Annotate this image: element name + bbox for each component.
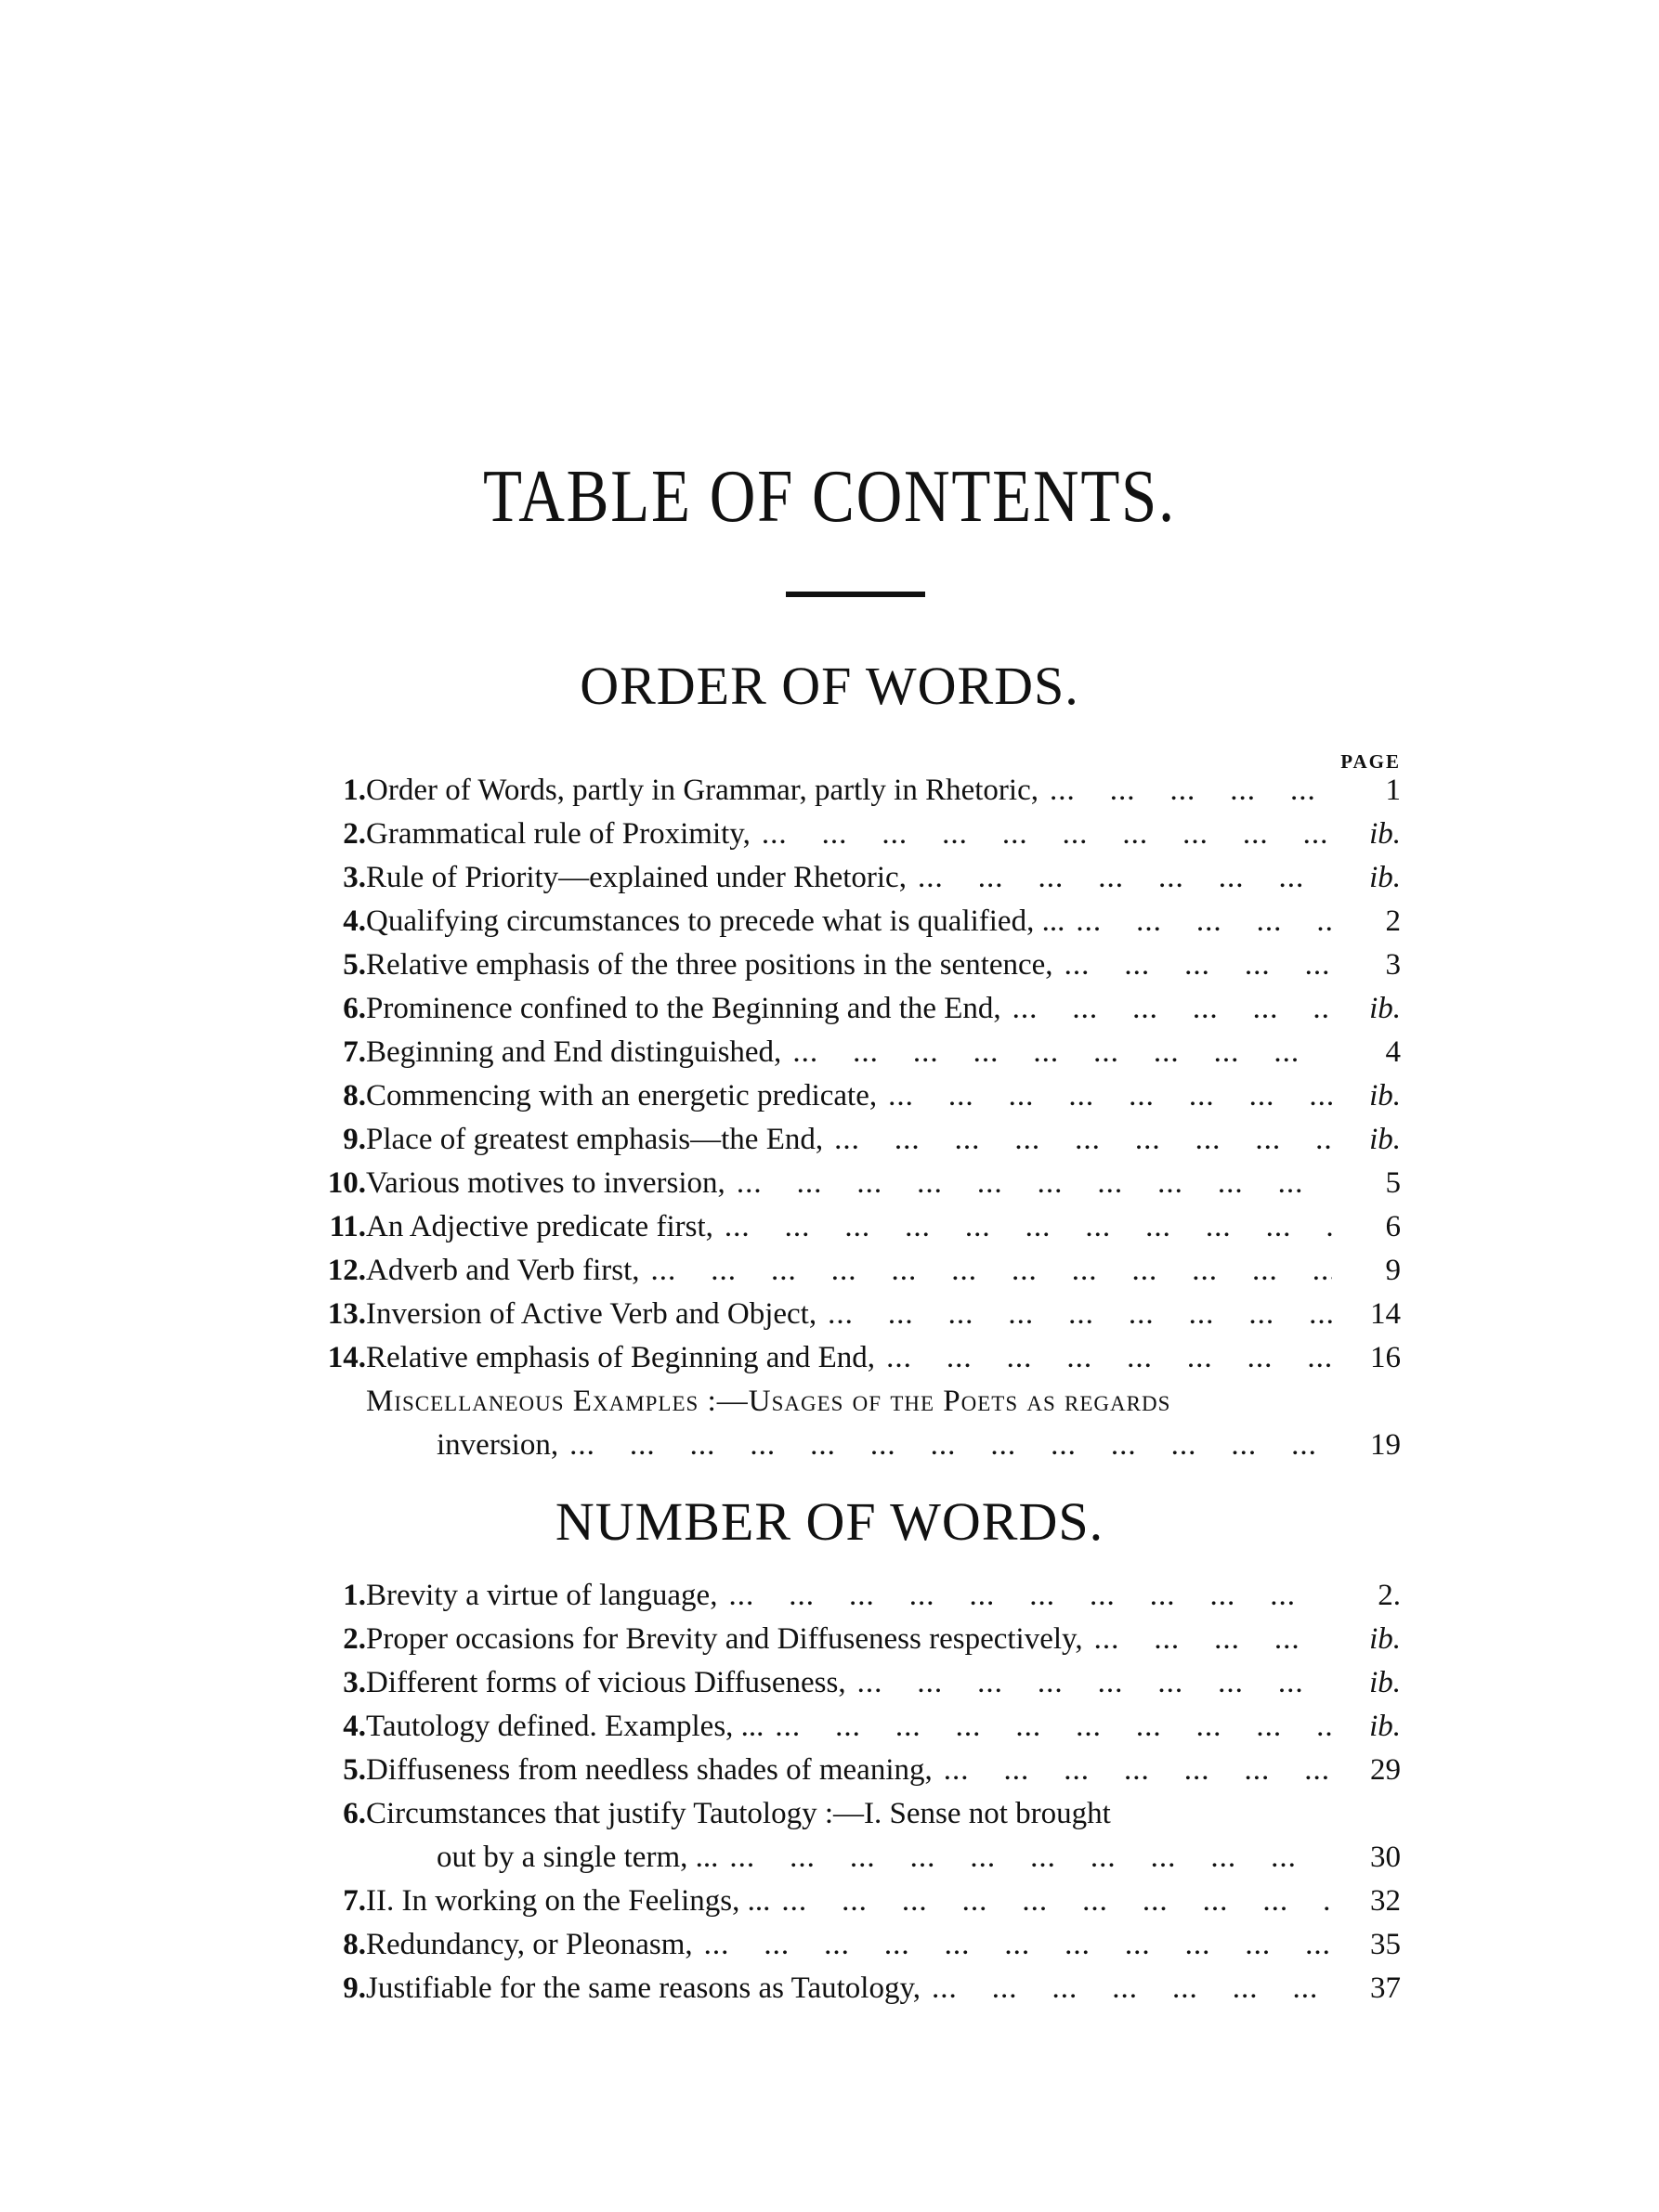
section-heading-number: NUMBER OF WORDS.	[555, 1491, 1104, 1552]
entry-page: 4	[1385, 1035, 1401, 1069]
entry-number: 5.	[343, 1753, 366, 1787]
entry-number: 1.	[343, 1579, 366, 1612]
leader-dots	[713, 1205, 1332, 1249]
entry-page: 3	[1385, 948, 1401, 982]
toc-entry	[279, 769, 1401, 813]
entry-text: Qualifying circumstances to precede what is qualified, ...	[366, 904, 1065, 938]
entry-text: Beginning and End distinguished,	[366, 1035, 782, 1069]
leader-dots	[816, 1293, 1332, 1336]
entry-number: 4.	[343, 904, 366, 938]
entry-number: 6.	[343, 1797, 366, 1830]
leader-dots	[907, 856, 1332, 900]
toc-entry	[279, 856, 1401, 900]
entry-number: 14.	[327, 1341, 366, 1374]
entry-text: Place of greatest emphasis—the End,	[366, 1123, 824, 1156]
entry-page: 1	[1385, 774, 1401, 807]
entry-number: 13.	[327, 1297, 366, 1331]
entry-text: Adverb and Verb first,	[366, 1254, 640, 1287]
entry-number: 7.	[343, 1035, 366, 1069]
entry-page: ib.	[1369, 1123, 1401, 1156]
leader-dots	[1039, 769, 1332, 813]
toc-entry	[279, 1249, 1401, 1293]
entry-page: 19	[1370, 1428, 1401, 1462]
leader-dots	[823, 1118, 1332, 1162]
entry-text: Proper occasions for Brevity and Diffuseness respectively,	[366, 1622, 1083, 1656]
leader-dots	[1053, 943, 1332, 987]
entry-page: ib.	[1369, 1622, 1401, 1656]
entry-page: ib.	[1369, 817, 1401, 851]
entry-text: Grammatical rule of Proximity,	[366, 817, 751, 851]
leader-dots	[640, 1249, 1333, 1293]
toc-entry	[279, 1923, 1401, 1967]
leader-dots	[781, 1031, 1332, 1074]
leader-dots	[717, 1574, 1332, 1618]
toc-entry	[279, 1118, 1401, 1162]
page-title: TABLE OF CONTENTS.	[483, 456, 1176, 538]
entry-number: 2.	[343, 1622, 366, 1656]
entry-text: Various motives to inversion,	[366, 1166, 725, 1200]
entry-number: 11.	[329, 1210, 366, 1243]
leader-dots	[693, 1923, 1332, 1967]
entry-number: 7.	[343, 1884, 366, 1918]
leader-dots	[921, 1967, 1332, 2010]
entry-page: ib.	[1369, 992, 1401, 1025]
entry-number: 8.	[343, 1928, 366, 1961]
entry-text: Rule of Priority—explained under Rhetoric,	[366, 861, 907, 894]
entry-page: 14	[1370, 1297, 1401, 1331]
page-column-label: PAGE	[1340, 750, 1401, 773]
entry-page: 29	[1370, 1753, 1401, 1787]
entry-page: 35	[1370, 1928, 1401, 1961]
leader-dots	[933, 1749, 1332, 1792]
entry-text: Redundancy, or Pleonasm,	[366, 1928, 693, 1961]
entry-page: 2	[1385, 904, 1401, 938]
entry-text: Different forms of vicious Diffuseness,	[366, 1666, 846, 1699]
toc-entry	[279, 1967, 1401, 2010]
entry-page: ib.	[1369, 1710, 1401, 1743]
entry-page: 9	[1385, 1254, 1401, 1287]
entry-page: 37	[1370, 1971, 1401, 2005]
entry-page: 2.	[1378, 1579, 1401, 1612]
entry-number: 6.	[343, 992, 366, 1025]
section-heading-order: ORDER OF WORDS.	[580, 656, 1079, 716]
entry-number: 9.	[343, 1123, 366, 1156]
title-rule	[786, 592, 925, 597]
toc-entry	[279, 1705, 1401, 1749]
entry-text: Justifiable for the same reasons as Tautology,	[366, 1971, 921, 2005]
toc-entry	[279, 1162, 1401, 1205]
toc-entry	[279, 1424, 1401, 1467]
leader-dots	[764, 1705, 1332, 1749]
leader-dots	[751, 813, 1332, 856]
entry-number: 3.	[343, 861, 366, 894]
toc-entry	[279, 1205, 1401, 1249]
entry-page: ib.	[1369, 1666, 1401, 1699]
leader-dots	[1083, 1618, 1332, 1661]
toc-entry	[279, 1031, 1401, 1074]
entry-number: 4.	[343, 1710, 366, 1743]
entry-number: 12.	[327, 1254, 366, 1287]
toc-entry	[279, 1074, 1401, 1118]
entry-page: 32	[1370, 1884, 1401, 1918]
leader-dots	[1001, 987, 1332, 1031]
leader-dots	[1065, 900, 1332, 943]
leader-dots	[718, 1836, 1332, 1880]
entry-text: out by a single term, ...	[437, 1841, 719, 1874]
entry-number: 9.	[343, 1971, 366, 2005]
toc-entry	[279, 1836, 1401, 1880]
entry-text: inversion,	[437, 1428, 559, 1462]
entry-text: Circumstances that justify Tautology :—I. Sense not brought	[366, 1797, 1111, 1830]
entry-text: Tautology defined. Examples, ...	[366, 1710, 764, 1743]
toc-entry	[279, 1792, 1401, 1836]
leader-dots	[875, 1336, 1332, 1380]
entry-page: 30	[1370, 1841, 1401, 1874]
entry-text: An Adjective predicate first,	[366, 1210, 713, 1243]
entry-text: Diffuseness from needless shades of meaning,	[366, 1753, 933, 1787]
leader-dots	[877, 1074, 1332, 1118]
toc-entry	[279, 987, 1401, 1031]
entry-text: II. In working on the Feelings, ...	[366, 1884, 771, 1918]
entry-text: Relative emphasis of the three positions in the sentence,	[366, 948, 1053, 982]
toc-entry	[279, 900, 1401, 943]
toc-entry	[279, 1336, 1401, 1380]
entry-text: Order of Words, partly in Grammar, partly in Rhetoric,	[366, 774, 1039, 807]
toc-entry	[279, 1618, 1401, 1661]
entry-text: Relative emphasis of Beginning and End,	[366, 1341, 876, 1374]
toc-entry	[279, 813, 1401, 856]
toc-entry	[279, 1574, 1401, 1618]
entry-page: 5	[1385, 1166, 1401, 1200]
toc-entry	[279, 943, 1401, 987]
toc-entry	[279, 1293, 1401, 1336]
entry-number: 10.	[327, 1166, 366, 1200]
entry-page: 16	[1370, 1341, 1401, 1374]
toc-entry	[279, 1749, 1401, 1792]
toc-entry	[279, 1661, 1401, 1705]
entry-text: Commencing with an energetic predicate,	[366, 1079, 878, 1113]
entry-text: Prominence confined to the Beginning and the End,	[366, 992, 1001, 1025]
entry-number: 2.	[343, 817, 366, 851]
leader-dots	[770, 1880, 1332, 1923]
leader-dots	[558, 1424, 1332, 1467]
entry-text: Brevity a virtue of language,	[366, 1579, 718, 1612]
entry-number: 3.	[343, 1666, 366, 1699]
entry-number: 8.	[343, 1079, 366, 1113]
entry-page: ib.	[1369, 1079, 1401, 1113]
entry-text: Miscellaneous Examples :—Usages of the Poets as regards	[366, 1385, 1171, 1418]
toc-entry	[279, 1380, 1401, 1424]
leader-dots	[725, 1162, 1332, 1205]
leader-dots	[846, 1661, 1332, 1705]
entry-number: 5.	[343, 948, 366, 982]
entry-page: 6	[1385, 1210, 1401, 1243]
toc-entry	[279, 1880, 1401, 1923]
entry-number: 1.	[343, 774, 366, 807]
entry-page: ib.	[1369, 861, 1401, 894]
entry-text: Inversion of Active Verb and Object,	[366, 1297, 817, 1331]
